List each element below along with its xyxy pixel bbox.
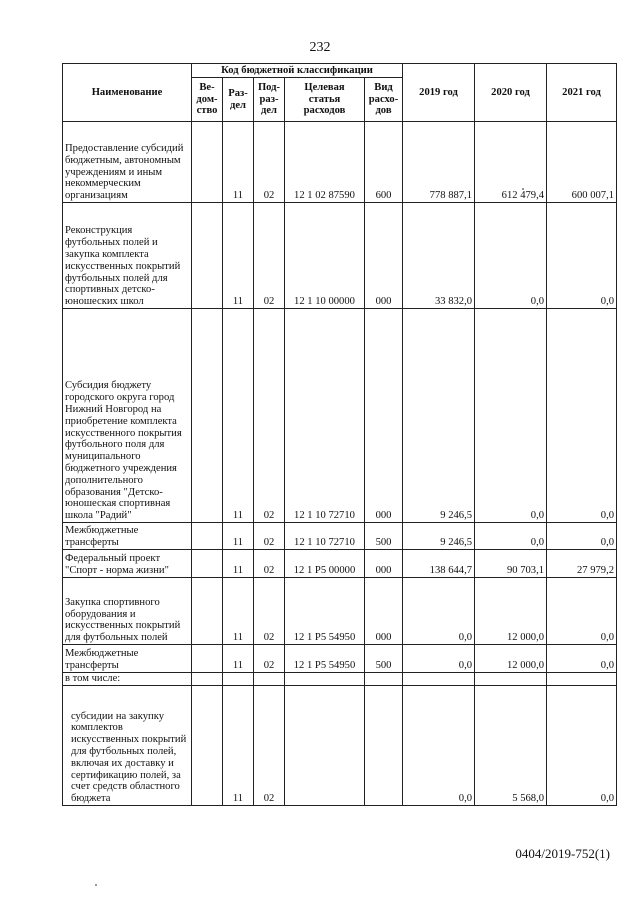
table-row xyxy=(63,550,617,578)
row-2021: 0,0 xyxy=(547,309,617,523)
row-target-article: 12 1 P5 54950 xyxy=(285,578,365,645)
row-expense-type: 000 xyxy=(365,309,403,523)
row-section: 11 xyxy=(223,203,254,309)
row-subsection: 02 xyxy=(254,523,285,550)
row-target-article: 12 1 02 87590 xyxy=(285,122,365,203)
table-row xyxy=(63,686,617,806)
row-name: в том числе: xyxy=(63,673,192,686)
row-2019 xyxy=(403,673,475,686)
row-2019: 138 644,7 xyxy=(403,550,475,578)
page-number: 232 xyxy=(309,40,331,55)
header-target-article: Целевая статья расходов xyxy=(285,78,365,122)
row-expense-type xyxy=(365,673,403,686)
row-subsection: 02 xyxy=(254,309,285,523)
row-name: Межбюджетные трансферты xyxy=(63,645,192,673)
row-2020: 0,0 xyxy=(475,309,547,523)
row-2021: 0,0 xyxy=(547,523,617,550)
budget-classification-table xyxy=(62,63,617,806)
row-department xyxy=(192,673,223,686)
row-subsection: 02 xyxy=(254,578,285,645)
header-2021: 2021 год xyxy=(547,64,617,122)
row-subsection: 02 xyxy=(254,645,285,673)
row-2021: 0,0 xyxy=(547,686,617,806)
row-2020: 12 000,0 xyxy=(475,645,547,673)
table-row xyxy=(63,523,617,550)
table-row xyxy=(63,645,617,673)
row-department xyxy=(192,550,223,578)
row-2020: 90 703,1 xyxy=(475,550,547,578)
table-row xyxy=(63,578,617,645)
document-code: 0404/2019-752(1) xyxy=(515,846,610,861)
row-2019: 33 832,0 xyxy=(403,203,475,309)
header-section: Раз- дел xyxy=(223,78,254,122)
row-target-article xyxy=(285,686,365,806)
row-2019: 9 246,5 xyxy=(403,309,475,523)
header-expense-type: Вид расхо- дов xyxy=(365,78,403,122)
row-2020: 5 568,0 xyxy=(475,686,547,806)
row-department xyxy=(192,309,223,523)
row-expense-type: 500 xyxy=(365,523,403,550)
scan-speck xyxy=(95,884,97,886)
row-name: Субсидия бюджету городского округа город Нижний Новгород на приобретение комплекта искусственного покрытия футбольного поля для муниципального бюджетного учреждения дополнительного образования "Детско-юношеская спортивная школа "Радий" xyxy=(63,309,192,523)
row-2019: 0,0 xyxy=(403,645,475,673)
row-name: Предоставление субсидий бюджетным, автономным учреждениям и иным некоммерческим организациям xyxy=(63,122,192,203)
row-name: Закупка спортивного оборудования и искусственных покрытий для футбольных полей xyxy=(63,578,192,645)
header-subsection: Под- раз- дел xyxy=(254,78,285,122)
header-code-group: Код бюджетной классификации xyxy=(192,64,403,78)
row-section: 11 xyxy=(223,523,254,550)
row-target-article: 12 1 10 72710 xyxy=(285,523,365,550)
row-expense-type: 000 xyxy=(365,578,403,645)
row-2020 xyxy=(475,673,547,686)
table-row xyxy=(63,673,617,686)
header-name: Наименование xyxy=(63,64,192,122)
row-2021 xyxy=(547,673,617,686)
row-2021: 0,0 xyxy=(547,203,617,309)
row-2020: 0,0 xyxy=(475,523,547,550)
row-section: 11 xyxy=(223,122,254,203)
row-name: Реконструкция футбольных полей и закупка комплекта искусственных покрытий футбольных полей для спортивных детско-юношеских школ xyxy=(63,203,192,309)
row-section: 11 xyxy=(223,645,254,673)
row-name: субсидии на закупку комплектов искусственных покрытий для футбольных полей, включая их доставку и сертификацию полей, за счет средств областного бюджета xyxy=(63,686,192,806)
row-2020: 612 479,4 xyxy=(475,122,547,203)
row-section: 11 xyxy=(223,686,254,806)
row-target-article: 12 1 10 72710 xyxy=(285,309,365,523)
row-expense-type: 000 xyxy=(365,550,403,578)
row-2019: 778 887,1 xyxy=(403,122,475,203)
row-expense-type: 600 xyxy=(365,122,403,203)
header-2020: 2020 год xyxy=(475,64,547,122)
row-section xyxy=(223,673,254,686)
row-target-article: 12 1 P5 00000 xyxy=(285,550,365,578)
header-department: Ве- дом- ство xyxy=(192,78,223,122)
row-target-article: 12 1 10 00000 xyxy=(285,203,365,309)
row-2019: 0,0 xyxy=(403,686,475,806)
row-2021: 0,0 xyxy=(547,645,617,673)
row-2020: 0,0 xyxy=(475,203,547,309)
row-section: 11 xyxy=(223,309,254,523)
row-department xyxy=(192,578,223,645)
row-subsection xyxy=(254,673,285,686)
row-department xyxy=(192,686,223,806)
table-row xyxy=(63,203,617,309)
row-2019: 0,0 xyxy=(403,578,475,645)
row-target-article xyxy=(285,673,365,686)
row-2020: 12 000,0 xyxy=(475,578,547,645)
row-subsection: 02 xyxy=(254,122,285,203)
row-subsection: 02 xyxy=(254,203,285,309)
table-body xyxy=(63,122,617,806)
row-department xyxy=(192,645,223,673)
row-subsection: 02 xyxy=(254,550,285,578)
row-name: Межбюджетные трансферты xyxy=(63,523,192,550)
header-2019: 2019 год xyxy=(403,64,475,122)
table-row xyxy=(63,122,617,203)
row-department xyxy=(192,523,223,550)
row-expense-type: 500 xyxy=(365,645,403,673)
row-section: 11 xyxy=(223,578,254,645)
scan-speck xyxy=(522,188,524,190)
row-2019: 9 246,5 xyxy=(403,523,475,550)
row-2021: 27 979,2 xyxy=(547,550,617,578)
row-target-article: 12 1 P5 54950 xyxy=(285,645,365,673)
row-2021: 0,0 xyxy=(547,578,617,645)
row-subsection: 02 xyxy=(254,686,285,806)
row-expense-type xyxy=(365,686,403,806)
row-name: Федеральный проект "Спорт - норма жизни" xyxy=(63,550,192,578)
row-department xyxy=(192,122,223,203)
row-expense-type: 000 xyxy=(365,203,403,309)
row-section: 11 xyxy=(223,550,254,578)
table-row xyxy=(63,309,617,523)
row-2021: 600 007,1 xyxy=(547,122,617,203)
row-department xyxy=(192,203,223,309)
